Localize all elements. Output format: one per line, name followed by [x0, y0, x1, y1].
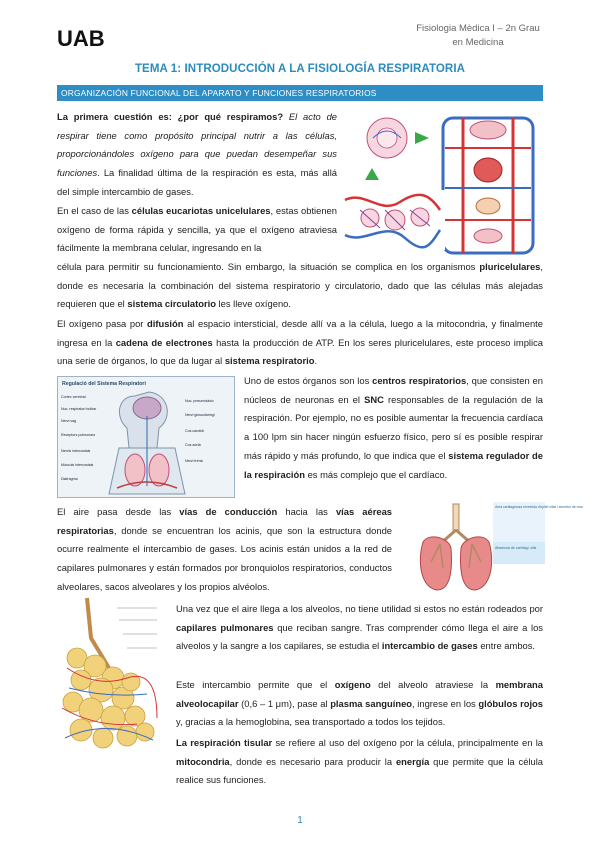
svg-text:Regulació del Sistema Respirat: Regulació del Sistema Respiratori [62, 381, 146, 387]
svg-text:Cortex cerebral: Cortex cerebral [61, 395, 86, 399]
paragraph-unicellular: En el caso de las células eucariotas unicelulares, estas obtienen oxígeno de forma rápida y sencilla, ya que el oxígeno atraviesa fácilmente la membrana celular, ingresando en la [57, 205, 337, 254]
alveoli-diagram [57, 598, 167, 748]
svg-text:Nervi frènic: Nervi frènic [185, 459, 204, 463]
svg-text:Àrea cartilaginosa revestida d: Àrea cartilaginosa revestida d'epitel ciliat i secretor de moc [495, 505, 584, 509]
respiratory-control-diagram [57, 376, 235, 498]
section-heading: ORGANIZACIÓN FUNCIONAL DEL APARATO Y FUNCIONES RESPIRATORIOS [57, 85, 543, 101]
paragraph-capillaries: Una vez que el aire llega a los alveolos, no tiene utilidad si estos no están rodeados por capilares pulmonares que reciban sangre. Tras comprender cómo llega el aire a los alveolos y la sangre a los capilares, se estudia el intercambio de gases entre ambos. [176, 603, 543, 652]
paragraph-why-breathe: La primera cuestión es: ¿por qué respiramos? El acto de respirar tiene como propósito principal nutrir a las células, proporcionándoles oxígeno para que puedan desempeñar sus funciones. La finalidad última de la respiración es esta, más allá del simple intercambio de gases. [57, 111, 337, 197]
paragraph-respiratory-centers: Uno de estos órganos son los centros respiratorios, que consisten en núcleos de neuronas en el SNC responsables de la regulación de la respiración. Por ejemplo, no es posible aumentar la frecuencia cardíaca a 100 lpm sin hacer ningún esfuerzo físico, pero sí es posible respirar más rápido y más profundo, lo que indica que el sistema regulador de la respiración es más complejo que el cardíaco. [244, 375, 543, 480]
paragraph-pluricellular: célula para permitir su funcionamiento. Sin embargo, la situación se complica en los organismos pluricelulares, donde es necesaria la combinación del sistema respiratorio y circulatorio, dado que las células más alejadas requieren que el sistema circulatorio les lleve oxígeno. [57, 261, 543, 310]
paragraph-airways: El aire pasa desde las vías de conducción hacia las vías aéreas respiratorias, donde se encuentran los acinis, que son la estructura donde ocurre realmente el intercambio de gases. Los acinis están unidos a la red de capilares pulmonares y están formados por bronquiolos respiratorios, conductos alveolares, sacos alveolares y los propios alvéolos. [57, 506, 392, 592]
svg-text:Diafragma: Diafragma [61, 477, 78, 481]
paragraph-gas-exchange: Este intercambio permite que el oxígeno del alveolo atraviese la membrana alveolocapilar (0,6 – 1 μm), pase al plasma sanguíneo, ingrese en los glóbulos rojos y, gracias a la hemoglobina, sea transportado a todos los tejidos. [176, 679, 543, 728]
svg-text:Nuc. respiratori bulbar: Nuc. respiratori bulbar [61, 407, 97, 411]
paragraph-tissue-respiration: La respiración tisular se refiere al uso del oxígeno por la célula, principalmente en la mitocondria, donde es necesario para producir la energía que permite que la célula realice sus funciones. [176, 737, 544, 786]
svg-text:Músculs intercostals: Músculs intercostals [61, 463, 94, 467]
capillary-network-diagram [340, 190, 445, 250]
course-header [408, 22, 548, 50]
svg-text:Nervi vag: Nervi vag [61, 419, 77, 423]
svg-text:Nervis intercostals: Nervis intercostals [61, 449, 91, 453]
uab-logo [57, 27, 117, 49]
page-number: 1 [297, 815, 303, 826]
course-line-1: Fisiologia Mèdica I – 2n Grau [416, 23, 540, 34]
svg-text:Absència de cartílag i cilis: Absència de cartílag i cilis [495, 546, 537, 550]
page-title: TEMA 1: INTRODUCCIÓN A LA FISIOLOGÍA RESPIRATORIA [134, 63, 466, 75]
svg-text:Receptors pulmonars: Receptors pulmonars [61, 433, 96, 437]
course-line-2: en Medicina [452, 37, 504, 48]
lungs-diagram [415, 502, 584, 594]
svg-text:Nervi glossofaringi: Nervi glossofaringi [185, 413, 215, 417]
svg-text:Cos carotidi: Cos carotidi [185, 429, 204, 433]
svg-text:UAB: UAB [57, 26, 105, 51]
svg-text:Cos aòrtic: Cos aòrtic [185, 443, 202, 447]
paragraph-diffusion: El oxígeno pasa por difusión al espacio intersticial, desde allí va a la célula, luego a la mitocondria, y finalmente ingresa en la cadena de electrones hasta la producción de ATP. En los seres pluricelulares, este proceso implica una serie de órganos, lo que da lugar al sistema respiratorio. [57, 318, 543, 367]
svg-text:Nuc. pneumotàxic: Nuc. pneumotàxic [185, 399, 214, 403]
